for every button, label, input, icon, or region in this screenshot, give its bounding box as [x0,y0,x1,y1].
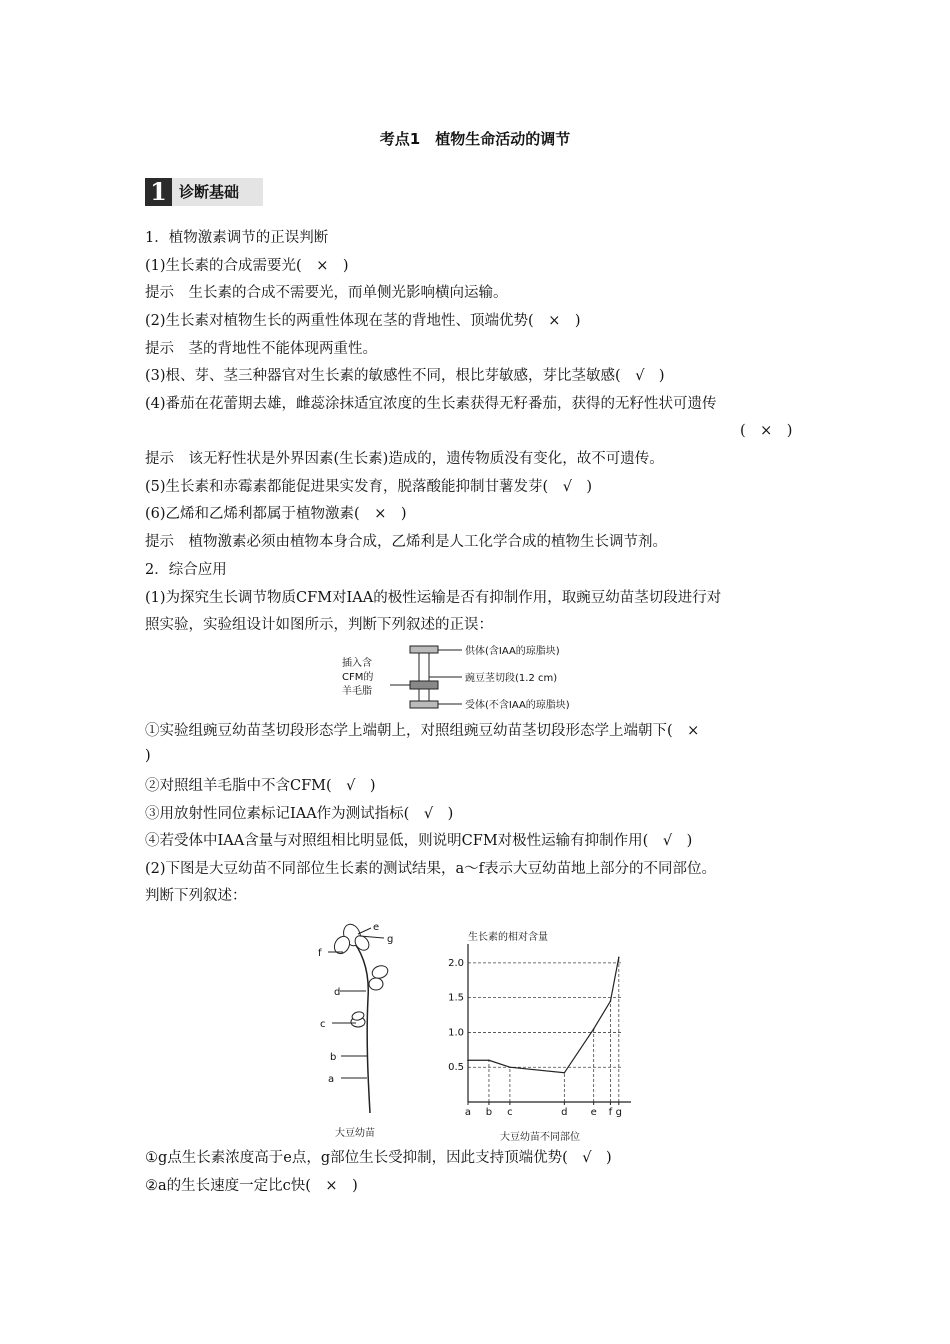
hint-1-2: 提示 茎的背地性不能体现两重性。 [145,341,377,357]
statement-4: ④若受体中IAA含量与对照组相比明显低，则说明CFM对极性运输有抑制作用( √ ) [145,833,693,849]
y-tick-label: 1.5 [448,992,464,1004]
plant-caption: 大豆幼苗 [335,1128,375,1139]
hint-1-4: 提示 该无籽性状是外界因素(生长素)造成的，遗传物质没有变化，故不可遗传。 [145,451,664,467]
chart-title: 生长素的相对含量 [468,932,548,943]
item-2-2-line-1: (2)下图是大豆幼苗不同部位生长素的测试结果，a～f表示大豆幼苗地上部分的不同部位。 [145,861,717,877]
figure1-left-label-1: 插入含 [342,658,372,669]
leaf [370,964,389,981]
item-1-2: (2)生长素对植物生长的两重性体现在茎的背地性、顶端优势( × ) [145,313,581,329]
data-point [618,957,620,959]
statement-t1: ①g点生长素浓度高于e点，g部位生长受抑制，因此支持顶端优势( √ ) [145,1150,612,1166]
data-point [593,1028,595,1030]
x-tick-label: c [507,1107,513,1118]
chart-xlabel: 大豆幼苗不同部位 [500,1132,580,1143]
statement-1-line-2: ) [145,748,151,764]
plant-label-g: g [387,934,394,945]
item-1-4-mark: ( × ) [740,423,793,439]
x-tick-label: g [615,1107,622,1118]
statement-t2: ②a的生长速度一定比c快( × ) [145,1178,358,1194]
plant-label-f: f [318,948,322,959]
data-point [467,1059,469,1061]
segment-label: 豌豆茎切段(1.2 cm) [465,673,558,684]
y-tick-label: 2.0 [448,957,464,969]
question-1-heading: 1．植物激素调节的正误判断 [145,230,329,246]
section-number: 1 [145,178,172,206]
auxin-series-line [468,957,619,1072]
auxin-chart [440,922,640,1147]
question-2-heading: 2．综合应用 [145,562,227,578]
plant-label-e: e [373,922,380,933]
plant-label-c: c [320,1019,326,1030]
statement-1-line-1: ①实验组豌豆幼苗茎切段形态学上端朝上，对照组豌豆幼苗茎切段形态学上端朝下( × [145,723,700,739]
data-point [509,1066,511,1068]
experiment-figure [340,641,630,715]
x-tick-label: f [608,1107,613,1118]
data-point [488,1059,490,1061]
section-label: 诊断基础 [179,183,240,201]
item-2-1-line-1: (1)为探究生长调节物质CFM对IAA的极性运输是否有抑制作用，取豌豆幼苗茎切段进行对 [145,590,722,606]
x-tick-label: b [485,1107,493,1118]
x-tick-label: e [590,1107,597,1118]
seedling-figure [310,918,420,1143]
plant-label-d: d [334,987,341,998]
stem-segment [419,653,429,701]
item-1-4: (4)番茄在花蕾期去雄，雌蕊涂抹适宜浓度的生长素获得无籽番茄，获得的无籽性状可遗传 [145,396,717,412]
x-tick-label: d [561,1107,568,1118]
leaf [369,978,383,990]
figure1-left-label-3: 羊毛脂 [342,686,372,697]
statement-3: ③用放射性同位素标记IAA作为测试指标( √ ) [145,806,454,822]
x-tick-label: a [464,1107,472,1118]
page-title: 考点1 植物生命活动的调节 [379,130,571,148]
figure1-left-label-2: CFM的 [342,672,374,683]
y-tick-label: 1.0 [448,1027,464,1039]
item-2-2-line-2: 判断下列叙述： [145,888,247,904]
statement-2: ②对照组羊毛脂中不含CFM( √ ) [145,778,376,794]
hint-1-6: 提示 植物激素必须由植物本身合成，乙烯利是人工化学合成的植物生长调节剂。 [145,534,667,550]
donor-block [410,646,438,653]
item-2-1-line-2: 照实验，实验组设计如图所示，判断下列叙述的正误： [145,617,493,633]
plant-label-a: a [328,1074,335,1085]
hint-1-1: 提示 生长素的合成不需要光，而单侧光影响横向运输。 [145,285,508,301]
section-header [145,178,263,206]
lanolin-band [410,681,438,689]
item-1-1: (1)生长素的合成需要光( × ) [145,258,349,274]
data-point [610,1000,612,1002]
donor-label: 供体(含IAA的琼脂块) [465,646,560,657]
receiver-label: 受体(不含IAA的琼脂块) [465,700,570,711]
item-1-5: (5)生长素和赤霉素都能促进果实发育，脱落酸能抑制甘薯发芽( √ ) [145,479,593,495]
item-1-3: (3)根、芽、茎三种器官对生长素的敏感性不同，根比芽敏感，芽比茎敏感( √ ) [145,368,665,384]
y-tick-label: 0.5 [448,1062,464,1074]
data-point [564,1072,566,1074]
receiver-block [410,701,438,708]
item-1-6: (6)乙烯和乙烯利都属于植物激素( × ) [145,506,407,522]
plant-label-b: b [330,1052,337,1063]
